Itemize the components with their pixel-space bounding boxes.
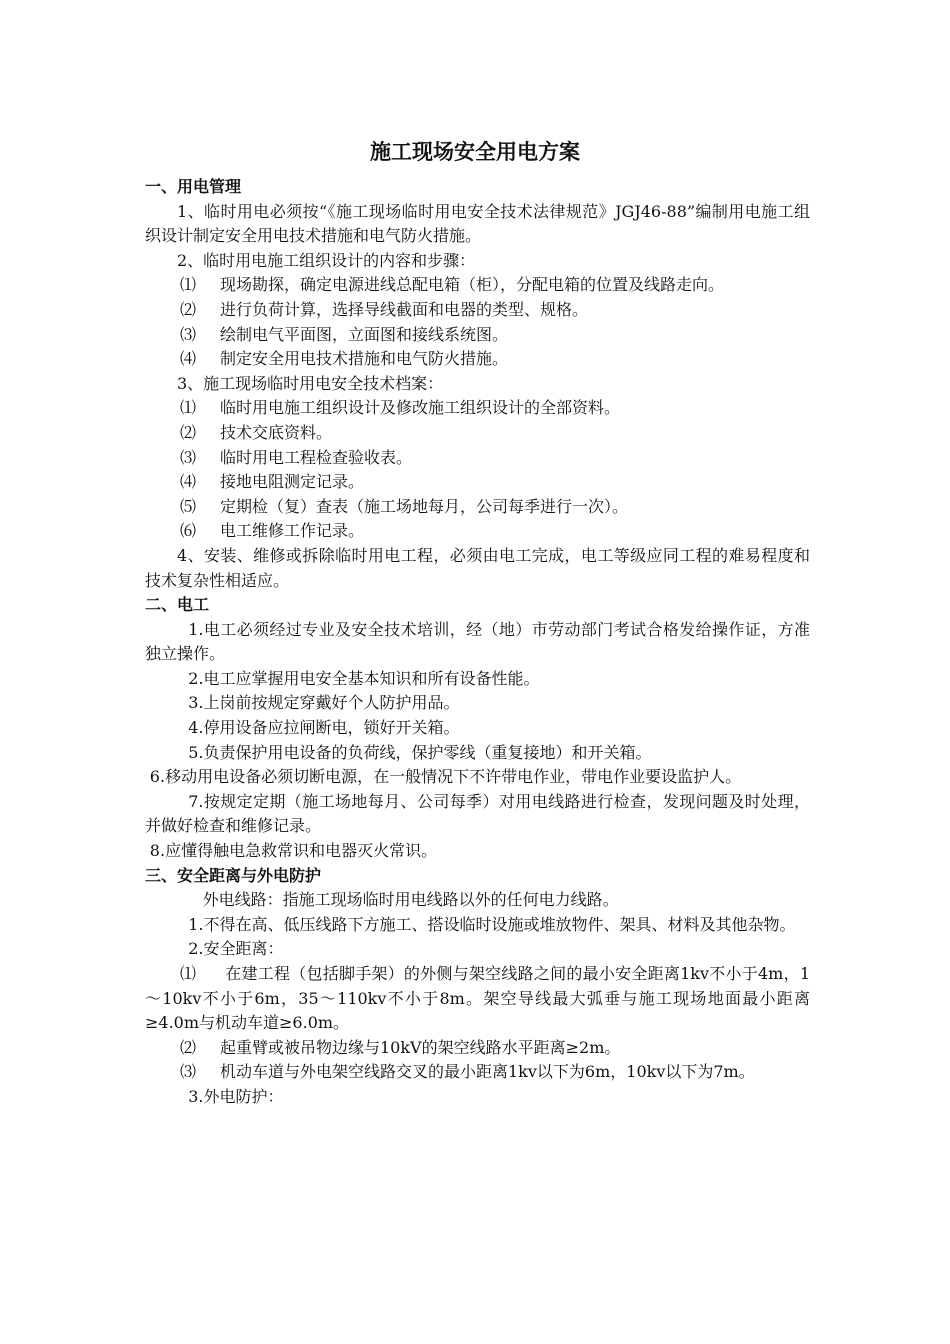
paragraph: 6.移动用电设备必须切断电源，在一般情况下不许带电作业，带电作业要设监护人。 bbox=[149, 767, 742, 787]
list-text: 临时用电施工组织设计及修改施工组织设计的全部资料。 bbox=[220, 398, 621, 418]
list-item bbox=[145, 396, 810, 421]
list-item bbox=[145, 1060, 810, 1085]
list-item bbox=[145, 470, 810, 495]
list-item bbox=[145, 495, 810, 520]
list-item bbox=[145, 273, 810, 298]
list-item bbox=[145, 298, 810, 323]
list-text: 机动车道与外电架空线路交叉的最小距离1kv以下为6m，10kv以下为7m。 bbox=[220, 1062, 755, 1082]
list-number: ⑴ bbox=[180, 964, 197, 983]
list-number: ⑵ bbox=[180, 422, 197, 442]
list-item bbox=[145, 1036, 810, 1061]
list-item bbox=[145, 519, 810, 544]
paragraph: 4.停用设备应拉闸断电，锁好开关箱。 bbox=[188, 718, 460, 738]
paragraph: 5.负责保护用电设备的负荷线，保护零线（重复接地）和开关箱。 bbox=[188, 742, 652, 762]
paragraph: 1.不得在高、低压线路下方施工、搭设临时设施或堆放物件、架具、材料及其他杂物。 bbox=[188, 914, 796, 934]
section-heading-3: 三、安全距离与外电防护 bbox=[145, 865, 322, 885]
list-item bbox=[145, 347, 810, 372]
list-item bbox=[145, 421, 810, 446]
list-number: ⑸ bbox=[180, 496, 197, 516]
list-number: ⑶ bbox=[180, 324, 197, 344]
list-text: 起重臂或被吊物边缘与10kV的架空线路水平距离≥2m。 bbox=[220, 1037, 621, 1057]
paragraph: 2、临时用电施工组织设计的内容和步骤： bbox=[177, 250, 476, 270]
list-text: 电工维修工作记录。 bbox=[220, 521, 365, 541]
paragraph: 2.安全距离： bbox=[188, 939, 284, 959]
list-number: ⑹ bbox=[180, 521, 197, 541]
list-number: ⑴ bbox=[180, 398, 197, 418]
list-item bbox=[145, 962, 810, 1036]
list-number: ⑷ bbox=[180, 472, 197, 492]
paragraph: 1、临时用电必须按“《施工现场临时用电安全技术法律规范》JGJ46-88”编制用电施工组织设计制定安全用电技术措施和电气防火措施。 bbox=[145, 201, 810, 246]
list-item bbox=[145, 446, 810, 471]
list-text: 进行负荷计算，选择导线截面和电器的类型、规格。 bbox=[220, 299, 589, 319]
list-text: 制定安全用电技术措施和电气防火措施。 bbox=[220, 349, 509, 369]
list-text: 临时用电工程检查验收表。 bbox=[220, 447, 413, 467]
list-number: ⑶ bbox=[180, 1062, 197, 1082]
list-number: ⑵ bbox=[180, 1037, 197, 1057]
list-number: ⑶ bbox=[180, 447, 197, 467]
document-title: 施工现场安全用电方案 bbox=[370, 139, 580, 164]
paragraph: 2.电工应掌握用电安全基本知识和所有设备性能。 bbox=[188, 668, 540, 688]
paragraph: 3、施工现场临时用电安全技术档案： bbox=[177, 373, 444, 393]
list-number: ⑴ bbox=[180, 275, 197, 295]
list-text: 技术交底资料。 bbox=[220, 422, 333, 442]
list-text: 现场勘探，确定电源进线总配电箱（柜），分配电箱的位置及线路走向。 bbox=[220, 275, 725, 295]
list-text: 接地电阻测定记录。 bbox=[220, 472, 365, 492]
paragraph: 3.上岗前按规定穿戴好个人防护用品。 bbox=[188, 693, 460, 713]
paragraph: 1.电工必须经过专业及安全技术培训，经（地）市劳动部门考试合格发给操作证，方准独立操作。 bbox=[145, 619, 810, 664]
list-text: 绘制电气平面图，立面图和接线系统图。 bbox=[220, 324, 509, 344]
list-number: ⑷ bbox=[180, 349, 197, 369]
section-heading-1: 一、用电管理 bbox=[145, 177, 242, 196]
list-text: 在建工程（包括脚手架）的外侧与架空线路之间的最小安全距离1kv不小于4m，1～10kv不小于6m，35～110kv不小于8m。架空导线最大弧垂与施工现场地面最小距离≥4.0m与机动车道≥6.0m。 bbox=[145, 964, 810, 1033]
list-item bbox=[145, 323, 810, 348]
paragraph: 外电线路：指施工现场临时用电线路以外的任何电力线路。 bbox=[202, 890, 619, 910]
document-body bbox=[145, 175, 810, 1110]
paragraph: 7.按规定定期（施工场地每月、公司每季）对用电线路进行检查，发现问题及时处理，并做好检查和维修记录。 bbox=[145, 791, 810, 836]
paragraph: 4、安装、维修或拆除临时用电工程，必须由电工完成，电工等级应同工程的难易程度和技术复杂性相适应。 bbox=[145, 545, 810, 590]
paragraph: 8.应懂得触电急救常识和电器灭火常识。 bbox=[149, 841, 438, 861]
paragraph: 3.外电防护： bbox=[188, 1086, 284, 1106]
list-number: ⑵ bbox=[180, 299, 197, 319]
section-heading-2: 二、电工 bbox=[145, 595, 210, 615]
list-text: 定期检（复）查表（施工场地每月，公司每季进行一次）。 bbox=[220, 496, 629, 516]
